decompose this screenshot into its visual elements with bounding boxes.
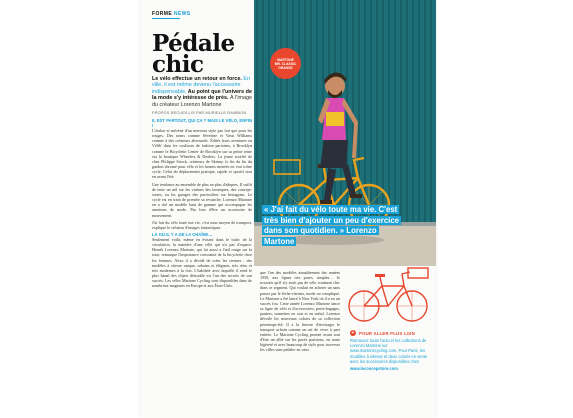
headline: Pédale chic [152, 30, 235, 78]
standfirst-tail: À l'image du créateur Lorenzo Martone [152, 95, 252, 108]
orange-bike-icon [346, 260, 432, 326]
badge-line-3: ORANGE [278, 65, 293, 70]
further-reading-title [350, 330, 432, 336]
standfirst-blue: En ville, il est même devenu l'accessoire indispensable. [152, 76, 250, 95]
section-accent: NEWS [173, 11, 191, 17]
paragraph-col2: que l'un des modèles aimablement des années 1950, aux lignes très pures, simples… Je trouvais qu'il n'y avait pas de vélo vraiment chic dans ce segment. Qui voulait en acheter un sans passer par le lèche-vitrines, mode ou compliqué. Le Martone a été lancé à New York où il a eu un succès fou. Cette année Lorenzo Martone lance sa ligne de vélo et d'accessoires, porte-bagages, paniers, sonnettes en cuir et en métal. Lorenzo dévoile les nouveaux coloris de sa collection printemps-été. Il a la finesse d'envisager le transport urbain comme un art de vivre à part entière. Le Martone Cycling promet avant tout d'être un allié sur les pavés parisiens, en toute légèreté et avec beaucoup de style pour traverser les villes sans pédaler en vain. [260, 270, 340, 353]
standfirst-lead2: Au point que l'univers de la mode s'y intéresse de près. [152, 88, 252, 102]
badge-line-2: MR. CLASSIC [274, 61, 297, 66]
bike-illustration [346, 260, 432, 326]
section-name: FORME [152, 11, 173, 17]
further-reading-label: POUR ALLER PLUS LOIN [359, 330, 415, 336]
pull-quote [262, 205, 406, 247]
further-reading-link[interactable] [350, 366, 432, 371]
paragraph-1: L'étalon et mécène d'un nouveau style pas fait que pour les rouges. Des noms comme Sévérine et Vassi Williams comme à des créateurs alternatifs. Édités leurs aventures en Vélib' dans les coulisses de fashion parisiens, à Brooklyn comme le Bicyclette Center de Brooklyn sur sa petite reine via la boutique Wheelers & Dealers. La jeune société de chez Philippe Starck, créateurs de Skinny, le fin du fin du guidon chromé pour vélo et les brunes menées en vrai icône cycle. Celui du déplacement pratique, rapide et sportif sera en avant l'été. [152, 128, 252, 180]
further-reading-text: Retrouvez toute l'actu et les collections de Lorenzo Martone sur www.martonecycling.com. Pour Paris, les modèles à vitesse et deux coloris en vente avec les accessoires disponibles chez [350, 338, 428, 364]
standfirst-lead: Le vélo effectue un retour en force. [152, 76, 242, 82]
section-rule [152, 18, 180, 19]
paragraph-4: Seulement voilà, même en évitant dans le trafic de la circulation, la manière d'une ville qui n'a pas d'espace. Henrik Lorenzo Martone, qui lui aussi a l'œil rouge sur la roue, remarque l'importance croissante de la bicyclette chez les femmes. Alors il a décidé de créer les siennes : des modèles à vitesse unique, urbains et élégants, très rétro et très modernes à la fois. L'habileté avec laquelle il rend le plus banal des objets désirable est l'un des secrets de son succès. Les vélos Martone Cycling sont disponibles dans de nombreux magasins en Europe et aux États-Unis. [152, 236, 252, 289]
body-column-middle [260, 270, 340, 414]
pull-quote-text: « J'ai fait du vélo toute ma vie. C'est très bien d'ajouter un peu d'exercice dans son quotidien. » Lorenzo Martone [264, 205, 399, 246]
paragraph-3: J'ai fait du vélo toute ma vie, c'est mon moyen de transport, explique le créateur d'images fantastiques. [152, 219, 252, 230]
further-reading-box [350, 330, 432, 371]
badge-line-1: MARTONE [277, 57, 294, 62]
body-column-left [152, 118, 252, 414]
byline: PROPOS RECUEILLIS PAR MURIELLE RAMBION [152, 111, 247, 115]
subheading-2: LÀ OÙ IL Y A DE LA CHAÎNE… [152, 231, 213, 237]
subheading-1: IL EST PARTOUT, QUI ÇA ? MAIS LE VÉLO, ENFIN ! [152, 118, 252, 128]
section-label [152, 11, 190, 17]
store-link[interactable]: www.leconcepstore.com [350, 366, 398, 372]
paragraph-2: Une tendance au ensemble de plus en plus d'adeptes. Il suffit de tenir un œil sur les vitrines des boutiques, des concept-stores, ou les garages des particuliers sur Instagram. Le cycle est en train de prendre sa revanche. Lorenzo Martone en a tiré un modèle haut de gamme qui accompagne les amateurs de mode. Pas loin d'être un accessoire de mouvement. [152, 181, 252, 218]
standfirst [152, 76, 252, 108]
product-badge [270, 48, 301, 79]
plus-icon: + [351, 330, 355, 336]
